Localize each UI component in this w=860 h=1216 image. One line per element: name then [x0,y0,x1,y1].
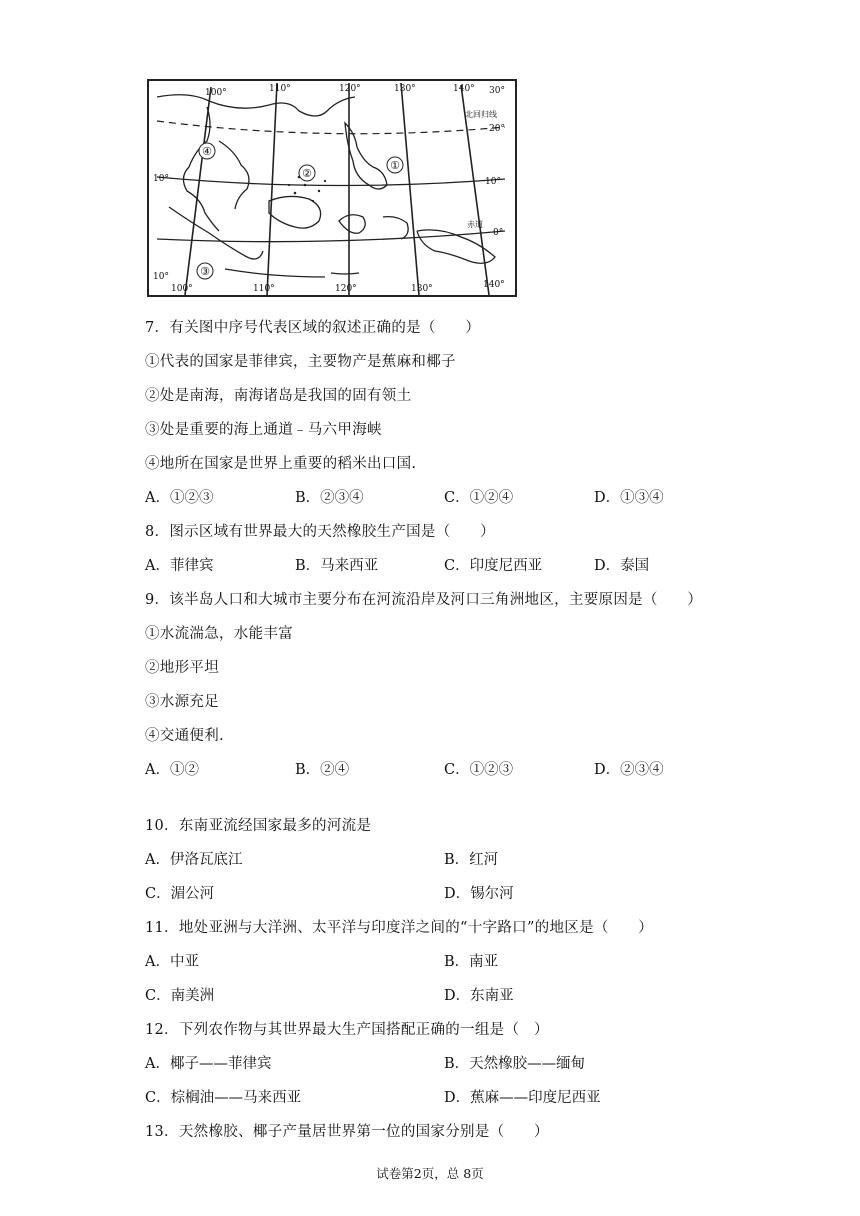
q7-statement-4: ④地所在国家是世界上重要的稻米出口国. [145,456,417,472]
lat-right-20: 20° [489,124,505,134]
q12-option-b[interactable]: B．天然橡胶——缅甸 [444,1056,586,1072]
lat-right-0: 0° [493,228,504,238]
marker-3: ③ [200,265,210,278]
lon-bottom-100: 100° [171,284,193,294]
q9-statement-2: ②地形平坦 [145,660,219,676]
lon-bottom-120: 120° [335,284,357,294]
q8-option-d[interactable]: D．泰国 [594,558,650,574]
q11-option-a[interactable]: A．中亚 [145,954,199,970]
q10-option-d[interactable]: D．锡尔河 [444,886,514,902]
map-drawing [149,81,515,295]
q12-option-d[interactable]: D．蕉麻——印度尼西亚 [444,1090,601,1106]
q8-option-c[interactable]: C．印度尼西亚 [444,558,543,574]
lon-top-130: 130° [394,84,416,94]
question-12-stem: 12．下列农作物与其世界最大生产国搭配正确的一组是（ ） [145,1022,549,1038]
lat-right-10: 10° [485,177,501,187]
q9-option-b[interactable]: B．②④ [295,762,350,778]
question-13-stem: 13．天然橡胶、椰子产量居世界第一位的国家分别是（ ） [145,1124,549,1140]
q8-option-a[interactable]: A．菲律宾 [145,558,214,574]
q11-option-d[interactable]: D．东南亚 [444,988,514,1004]
q9-option-a[interactable]: A．①② [145,762,199,778]
lon-bottom-130: 130° [411,284,433,294]
lon-top-100: 100° [205,88,227,98]
q9-statement-4: ④交通便利. [145,728,224,744]
q10-option-b[interactable]: B．红河 [444,852,499,868]
q7-option-a[interactable]: A．①②③ [145,490,214,506]
q12-option-a[interactable]: A．椰子——菲律宾 [145,1056,272,1072]
q7-statement-2: ②处是南海，南海诸岛是我国的固有领土 [145,388,412,404]
question-7-stem: 7．有关图中序号代表区域的叙述正确的是（ ） [145,320,481,336]
question-9-stem: 9．该半岛人口和大城市主要分布在河流沿岸及河口三角洲地区，主要原因是（ ） [145,592,703,608]
equator-label: 赤道 [467,220,483,229]
lon-bottom-140: 140° [483,280,505,290]
q9-option-c[interactable]: C．①②③ [444,762,514,778]
page-footer: 试卷第2页，总 8页 [376,1166,484,1181]
q10-option-c[interactable]: C．湄公河 [145,886,215,902]
question-8-stem: 8．图示区域有世界最大的天然橡胶生产国是（ ） [145,524,495,540]
q11-option-c[interactable]: C．南美洲 [145,988,215,1004]
marker-2: ② [302,167,312,180]
lat-left-10s: 10° [153,272,169,282]
q7-option-c[interactable]: C．①②④ [444,490,514,506]
marker-4: ④ [202,145,212,158]
lon-top-110: 110° [269,84,291,94]
q7-option-b[interactable]: B．②③④ [295,490,364,506]
lat-right-30: 30° [489,86,505,96]
q10-option-a[interactable]: A．伊洛瓦底江 [145,852,243,868]
q9-statement-3: ③水源充足 [145,694,219,710]
question-10-stem: 10．东南亚流经国家最多的河流是 [145,818,372,834]
lat-left-10n: 10° [153,174,169,184]
q7-statement-1: ①代表的国家是菲律宾，主要物产是蕉麻和椰子 [145,354,456,370]
q7-statement-3: ③处是重要的海上通道﹣马六甲海峡 [145,422,382,438]
q9-statement-1: ①水流湍急，水能丰富 [145,626,293,642]
q8-option-b[interactable]: B．马来西亚 [295,558,379,574]
lon-bottom-110: 110° [253,284,275,294]
lon-top-140: 140° [453,84,475,94]
q9-option-d[interactable]: D．②③④ [594,762,664,778]
q12-option-c[interactable]: C．棕榈油——马来西亚 [145,1090,302,1106]
question-11-stem: 11．地处亚洲与大洋洲、太平洋与印度洋之间的“十字路口”的地区是（ ） [145,920,654,936]
tropic-label: 北回归线 [465,110,497,119]
lon-top-120: 120° [339,84,361,94]
southeast-asia-map [147,79,517,297]
q7-option-d[interactable]: D．①③④ [594,490,664,506]
q11-option-b[interactable]: B．南亚 [444,954,499,970]
marker-1: ① [390,159,400,172]
